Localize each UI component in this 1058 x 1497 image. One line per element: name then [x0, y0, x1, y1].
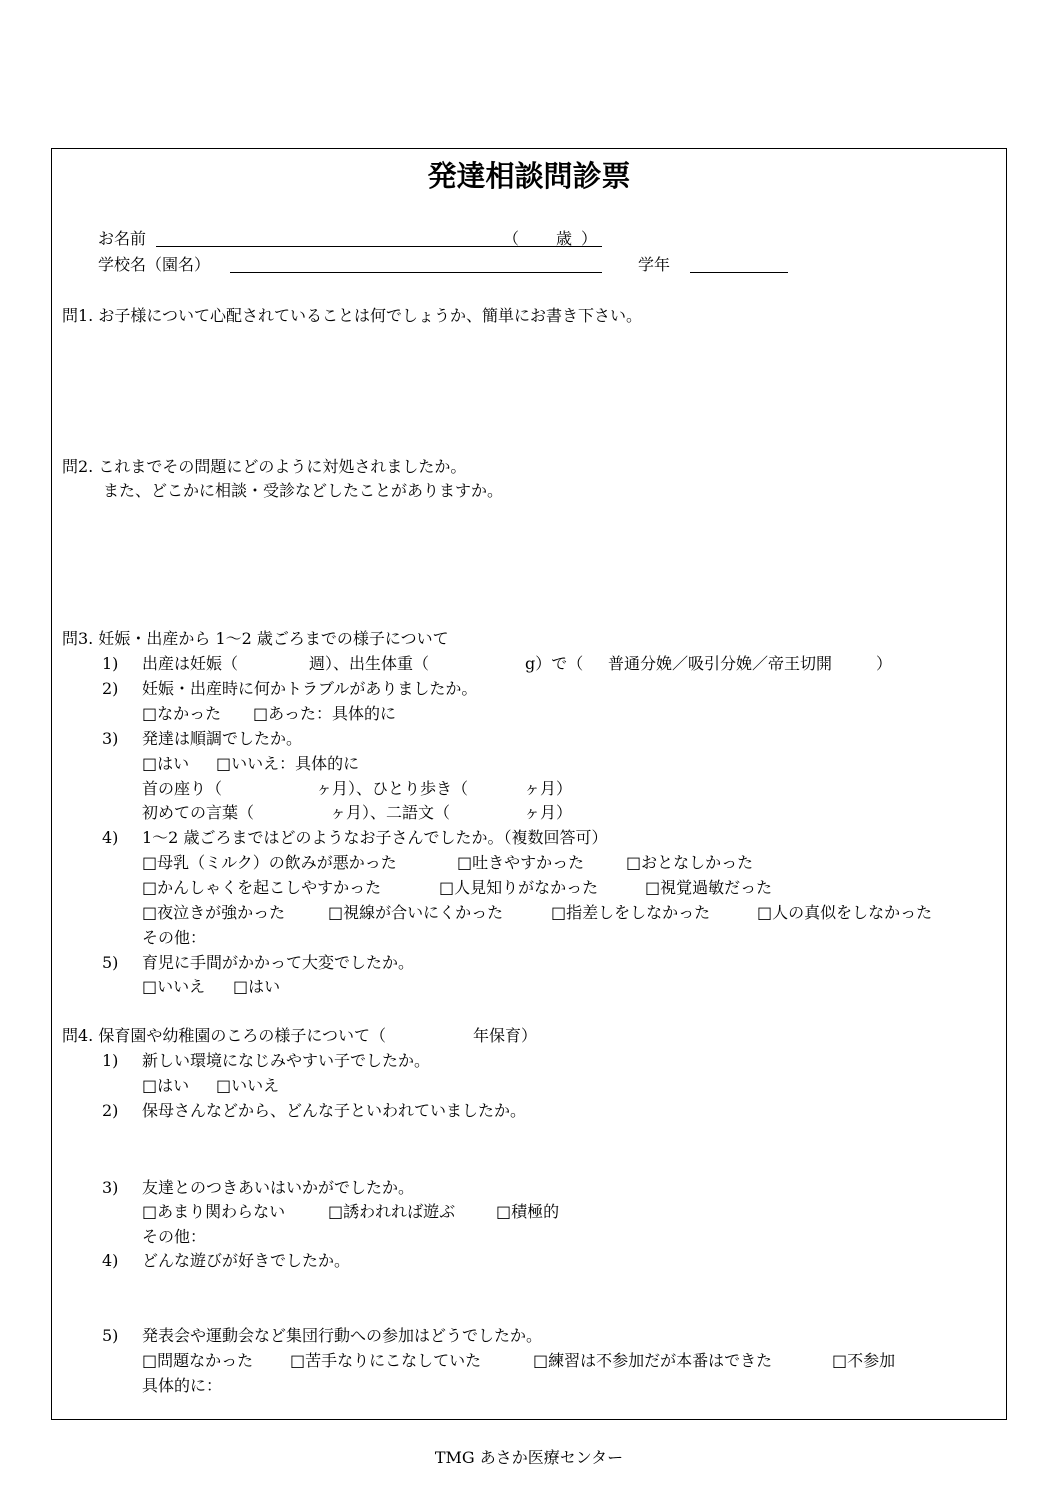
q4-3-other: その他： [142, 1227, 207, 1246]
school-label: 学校名（園名） [98, 255, 211, 274]
q3-4-num: 4) [102, 828, 119, 847]
q3-4-opt-visual[interactable]: □視覚過敏だった [645, 878, 773, 897]
form-title: 発達相談問診票 [427, 159, 631, 193]
q3-3-num: 3) [102, 729, 119, 748]
q4-title-a: 問4. 保育園や幼稚園のころの様子について（ [62, 1026, 387, 1045]
q4-4-text: どんな遊びが好きでしたか。 [142, 1251, 351, 1270]
q4-1-num: 1) [102, 1051, 119, 1070]
q4-3-opt-active[interactable]: □積極的 [496, 1202, 560, 1221]
q3-4-opt-feeding[interactable]: □母乳（ミルク）の飲みが悪かった [142, 853, 397, 872]
q4-5-text: 発表会や運動会など集団行動への参加はどうでしたか。 [142, 1326, 543, 1345]
q3-4-opt-quiet[interactable]: □おとなしかった [626, 853, 754, 872]
q3-5-opt-yes[interactable]: □はい [233, 977, 281, 996]
q4-5-opt-absent[interactable]: □不参加 [832, 1351, 896, 1370]
q2-line1: 問2. これまでその問題にどのように対処されましたか。 [62, 457, 467, 476]
q3-1-num: 1) [102, 654, 119, 673]
q3-3-word-b: ヶ月）、二語文（ [330, 803, 451, 822]
q3-3-word-a: 初めての言葉（ [142, 803, 255, 822]
q4-1-opt-no[interactable]: □いいえ [216, 1076, 280, 1095]
q4-5-num: 5) [102, 1326, 119, 1345]
q3-1-part-a: 出産は妊娠（ [142, 654, 239, 673]
q3-3-neck-b: ヶ月）、ひとり歩き（ [316, 779, 469, 798]
q4-5-opt-noproblem[interactable]: □問題なかった [142, 1351, 254, 1370]
q3-4-opt-pointing[interactable]: □指差しをしなかった [551, 903, 711, 922]
q3-4-opt-shy[interactable]: □人見知りがなかった [439, 878, 599, 897]
school-field[interactable] [230, 272, 602, 273]
q3-4-other: その他： [142, 928, 207, 947]
q4-1-opt-yes[interactable]: □はい [142, 1076, 190, 1095]
q4-4-num: 4) [102, 1251, 119, 1270]
q4-3-num: 3) [102, 1178, 119, 1197]
footer-org: TMG あさか医療センター [434, 1448, 624, 1467]
q4-2-text: 保母さんなどから、どんな子といわれていましたか。 [142, 1101, 527, 1120]
q4-3-opt-invited[interactable]: □誘われれば遊ぶ [328, 1202, 456, 1221]
age-close: ） [581, 229, 598, 248]
q3-3-neck-c: ヶ月） [524, 779, 573, 798]
q4-3-opt-rarely[interactable]: □あまり関わらない [142, 1202, 286, 1221]
age-unit: 歳 [556, 229, 573, 248]
q3-4-opt-eyecontact[interactable]: □視線が合いにくかった [328, 903, 504, 922]
grade-label: 学年 [638, 255, 671, 274]
q3-3-neck-a: 首の座り（ [142, 779, 223, 798]
name-label: お名前 [98, 229, 147, 248]
q4-5-opt-showday[interactable]: □練習は不参加だが本番はできた [533, 1351, 773, 1370]
q4-5-opt-managed[interactable]: □苦手なりにこなしていた [290, 1351, 482, 1370]
q3-2-text: 妊娠・出産時に何かトラブルがありましたか。 [142, 679, 478, 698]
q3-5-opt-no[interactable]: □いいえ [142, 977, 206, 996]
q3-3-opt-yes[interactable]: □はい [142, 754, 190, 773]
q3-2-opt-none[interactable]: □なかった [142, 704, 222, 723]
q3-5-text: 育児に手間がかかって大変でしたか。 [142, 953, 415, 972]
q3-4-opt-imitate[interactable]: □人の真似をしなかった [757, 903, 933, 922]
q4-5-detail: 具体的に： [142, 1376, 223, 1395]
q3-2-opt-yes[interactable]: □あった：具体的に [253, 704, 396, 723]
q4-3-text: 友達とのつきあいはいかがでしたか。 [142, 1178, 415, 1197]
q3-4-opt-tantrum[interactable]: □かんしゃくを起こしやすかった [142, 878, 382, 897]
q3-2-num: 2) [102, 679, 119, 698]
q4-2-num: 2) [102, 1101, 119, 1120]
q3-1-part-b: 週）、出生体重（ [309, 654, 430, 673]
q1-text: 問1. お子様について心配されていることは何でしょうか、簡単にお書き下さい。 [62, 306, 643, 325]
q3-1-part-c: g）で（ [525, 654, 584, 673]
q3-title: 問3. 妊娠・出産から 1～2 歳ごろまでの様子について [62, 629, 449, 648]
q4-1-text: 新しい環境になじみやすい子でしたか。 [142, 1051, 431, 1070]
q3-4-opt-vomit[interactable]: □吐きやすかった [457, 853, 585, 872]
q3-4-text: 1～2 歳ごろまではどのようなお子さんでしたか。（複数回答可） [142, 828, 608, 847]
q3-3-opt-no[interactable]: □いいえ：具体的に [216, 754, 360, 773]
q3-5-num: 5) [102, 953, 119, 972]
q3-1-delivery: 普通分娩／吸引分娩／帝王切開 [608, 654, 833, 673]
grade-field[interactable] [690, 272, 788, 273]
age-open: （ [503, 229, 520, 248]
q3-3-text: 発達は順調でしたか。 [142, 729, 303, 748]
q2-line2: また、どこかに相談・受診などしたことがありますか。 [103, 481, 504, 500]
name-field[interactable] [156, 246, 602, 247]
q3-3-word-c: ヶ月） [524, 803, 573, 822]
q4-title-b: 年保育） [473, 1026, 538, 1045]
q3-4-opt-nightcry[interactable]: □夜泣きが強かった [142, 903, 286, 922]
q3-1-part-e: ） [876, 654, 893, 673]
